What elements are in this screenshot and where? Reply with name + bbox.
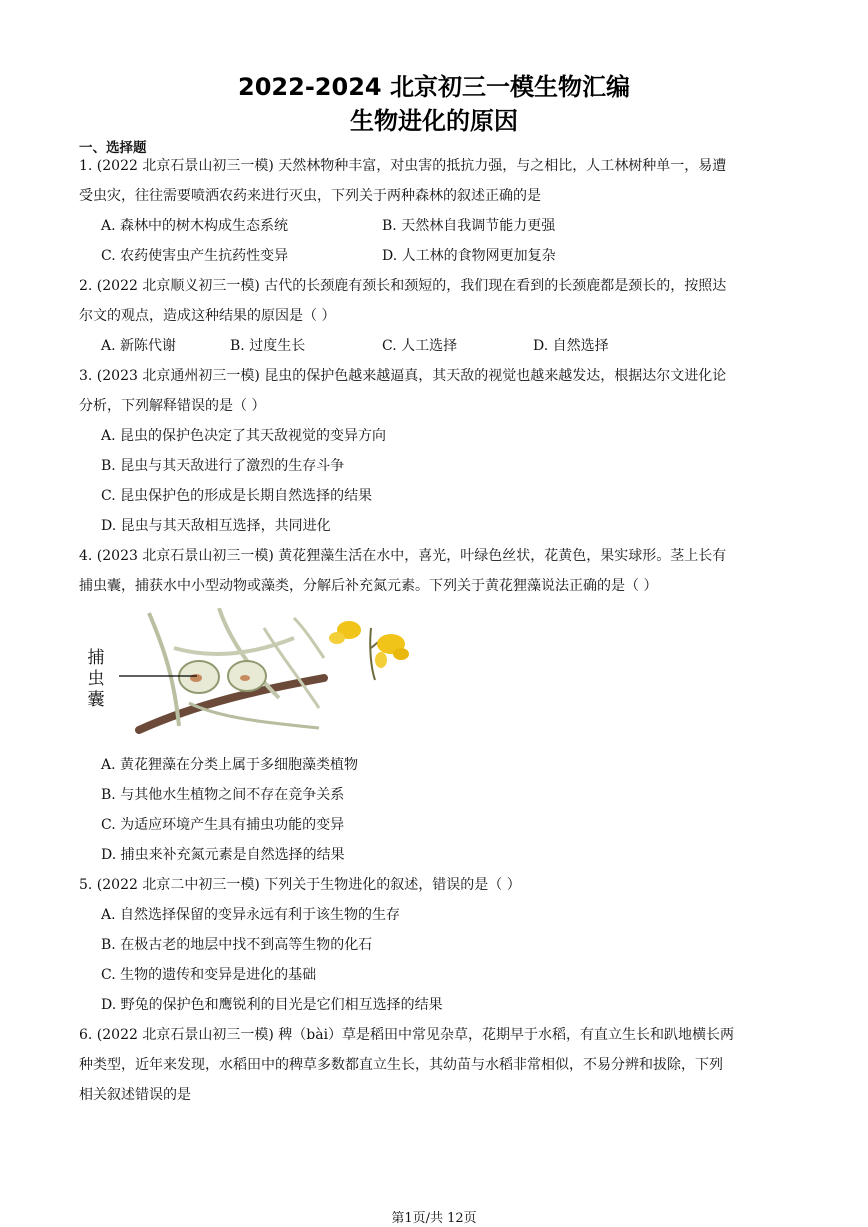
question-2-option-d: D. 自然选择 <box>533 338 609 354</box>
question-5-option-a: A. 自然选择保留的变异永远有利于该生物的生存 <box>101 907 401 923</box>
question-6-line-2: 种类型，近年来发现，水稻田中的稗草多数都直立生长，其幼苗与水稻非常相似，不易分辨和拔除，下列 <box>79 1057 723 1073</box>
question-3-line-2: 分析，下列解释错误的是（ ） <box>79 398 266 414</box>
section-heading: 一、选择题 <box>79 140 147 156</box>
page-title: 2022-2024 北京初三一模生物汇编 <box>238 73 630 101</box>
question-4-option-a: A. 黄花狸藻在分类上属于多细胞藻类植物 <box>101 757 359 773</box>
page-footer: 第1页/共 12页 <box>391 1211 477 1226</box>
page-subtitle: 生物进化的原因 <box>350 107 518 135</box>
question-4-line-2: 捕虫囊，捕获水中小型动物或藻类，分解后补充氮元素。下列关于黄花狸藻说法正确的是（ ） <box>79 578 658 594</box>
question-6-line-1: 6. (2022 北京石景山初三一模) 稗（bài）草是稻田中常见杂草，花期早于水稻，有直立生长和趴地横长两 <box>79 1027 735 1043</box>
question-1-option-c: C. 农药使害虫产生抗药性变异 <box>101 248 289 264</box>
question-1-option-d: D. 人工林的食物网更加复杂 <box>382 248 556 264</box>
bladderwort-illustration <box>79 608 419 738</box>
question-1-line-1: 1. (2022 北京石景山初三一模) 天然林物种丰富，对虫害的抵抗力强，与之相比，人工林树种单一，易遭 <box>79 158 727 174</box>
question-4-line-1: 4. (2023 北京石景山初三一模) 黄花狸藻生活在水中，喜光，叶绿色丝状，花黄色，果实球形。茎上长有 <box>79 548 727 564</box>
question-3-option-a: A. 昆虫的保护色决定了其天敌视觉的变异方向 <box>101 428 387 444</box>
figure-label-char-3: 囊 <box>87 690 105 710</box>
figure-label-char-2: 虫 <box>87 669 105 689</box>
question-5-option-b: B. 在极古老的地层中找不到高等生物的化石 <box>101 937 373 953</box>
question-3-option-d: D. 昆虫与其天敌相互选择，共同进化 <box>101 518 331 534</box>
question-6-line-3: 相关叙述错误的是 <box>79 1087 191 1103</box>
bladderwort-figure <box>79 608 419 738</box>
question-2-option-b: B. 过度生长 <box>230 338 306 354</box>
question-5-option-c: C. 生物的遗传和变异是进化的基础 <box>101 967 317 983</box>
figure-label-char-1: 捕 <box>87 648 105 668</box>
question-1-option-b: B. 天然林自我调节能力更强 <box>382 218 556 234</box>
question-5-line-1: 5. (2022 北京二中初三一模) 下列关于生物进化的叙述，错误的是（ ） <box>79 877 521 893</box>
question-4-option-d: D. 捕虫来补充氮元素是自然选择的结果 <box>101 847 345 863</box>
question-4-option-b: B. 与其他水生植物之间不存在竞争关系 <box>101 787 345 803</box>
question-2-option-c: C. 人工选择 <box>382 338 458 354</box>
question-3-line-1: 3. (2023 北京通州初三一模) 昆虫的保护色越来越逼真，其天敌的视觉也越来越发达，根据达尔文进化论 <box>79 368 727 384</box>
question-1-line-2: 受虫灾，往往需要喷洒农药来进行灭虫，下列关于两种森林的叙述正确的是 <box>79 188 541 204</box>
question-5-option-d: D. 野兔的保护色和鹰锐利的目光是它们相互选择的结果 <box>101 997 443 1013</box>
question-4-option-c: C. 为适应环境产生具有捕虫功能的变异 <box>101 817 345 833</box>
question-2-line-2: 尔文的观点，造成这种结果的原因是（ ） <box>79 308 336 324</box>
question-1-option-a: A. 森林中的树木构成生态系统 <box>101 218 289 234</box>
question-3-option-c: C. 昆虫保护色的形成是长期自然选择的结果 <box>101 488 373 504</box>
question-2-line-1: 2. (2022 北京顺义初三一模) 古代的长颈鹿有颈长和颈短的，我们现在看到的长颈鹿都是颈长的，按照达 <box>79 278 727 294</box>
question-3-option-b: B. 昆虫与其天敌进行了激烈的生存斗争 <box>101 458 345 474</box>
question-2-option-a: A. 新陈代谢 <box>101 338 177 354</box>
